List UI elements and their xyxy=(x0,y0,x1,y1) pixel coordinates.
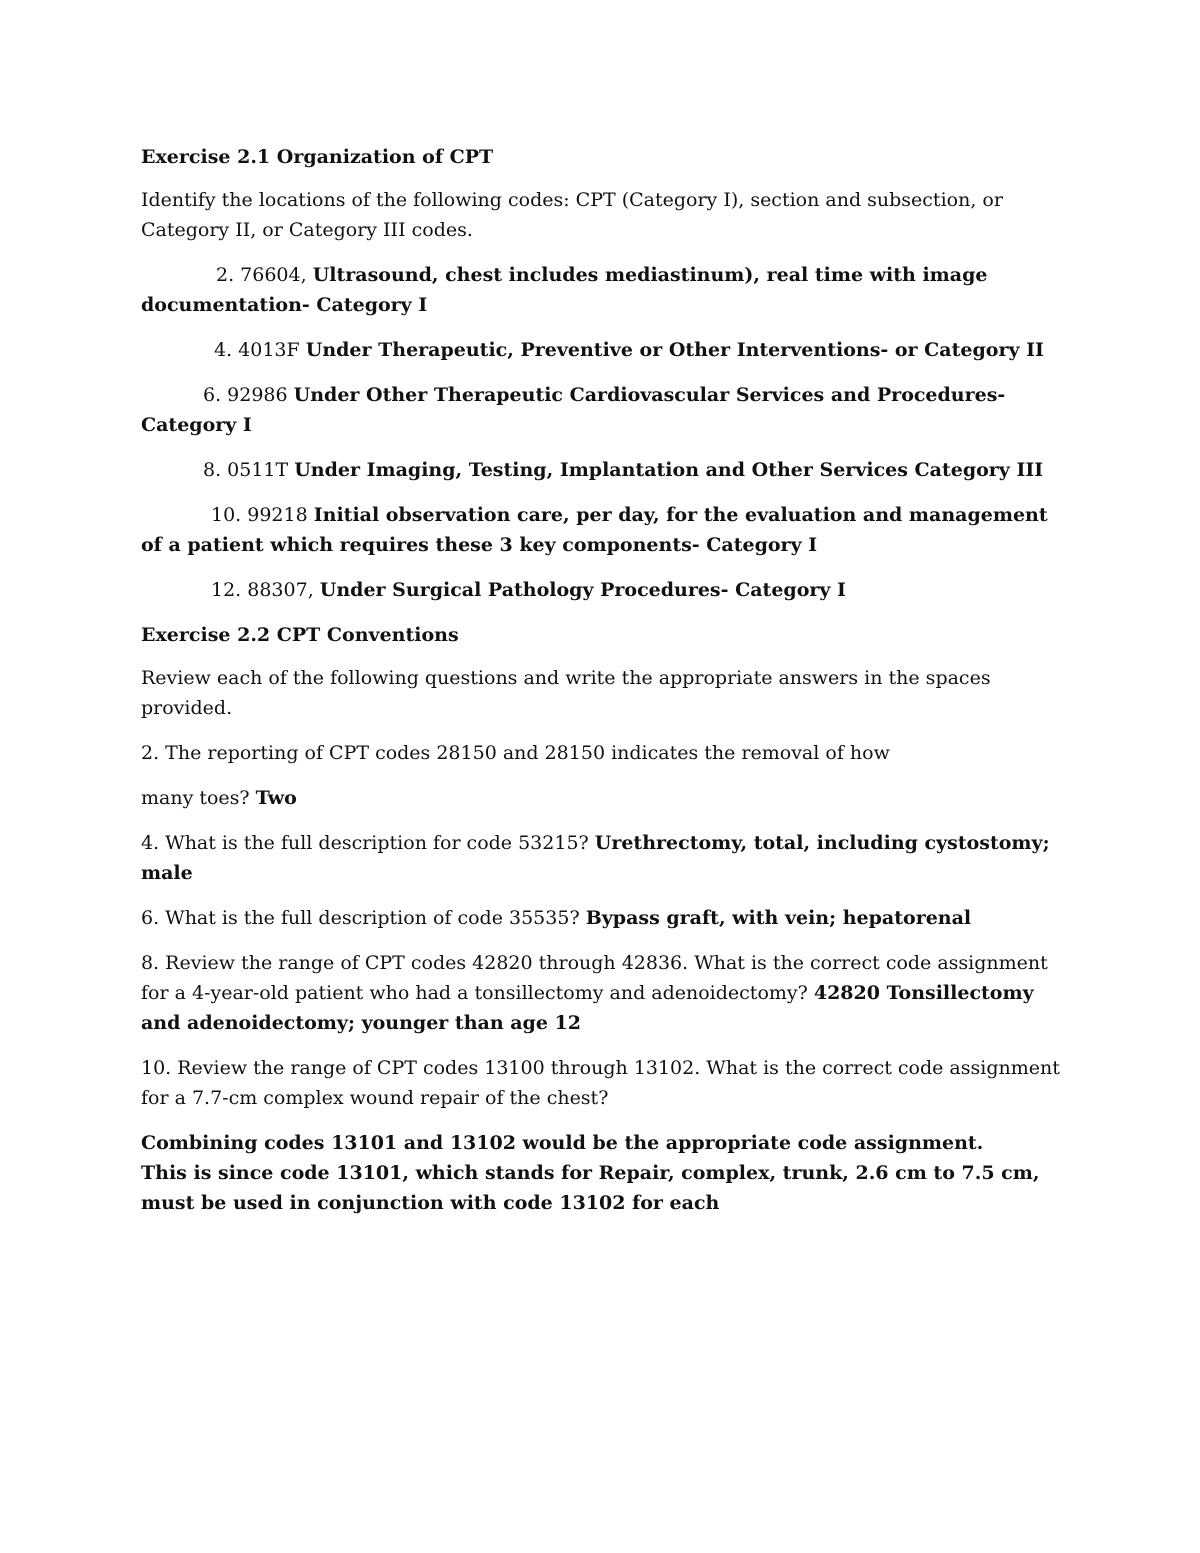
item-answer: Under Other Therapeutic Cardiovascular Services and Procedures- Category I xyxy=(141,384,1006,436)
item-prefix: 4. 4013F xyxy=(214,339,306,361)
exercise-2-2-instructions: Review each of the following questions and write the appropriate answers in the spaces provided. xyxy=(141,667,991,719)
question-6 xyxy=(141,903,1066,933)
item-prefix: 12. 88307, xyxy=(211,579,320,601)
question-text: 6. What is the full description of code 35535? xyxy=(141,907,586,929)
question-answer: 42820 Tonsillectomy and adenoidectomy; younger than age 12 xyxy=(141,982,1034,1034)
question-text: many toes? xyxy=(141,787,256,809)
question-text: 8. Review the range of CPT codes 42820 through 42836. What is the correct code assignment for a 4-year-old patient who had a tonsillectomy and adenoidectomy? xyxy=(141,952,1048,1004)
question-10: 10. Review the range of CPT codes 13100 through 13102. What is the correct code assignment for a 7.7-cm complex wound repair of the chest? xyxy=(141,1057,1060,1109)
item-answer: Under Imaging, Testing, Implantation and Other Services Category III xyxy=(294,459,1044,481)
exercise-2-1-instructions: Identify the locations of the following codes: CPT (Category I), section and subsection, or Category II, or Category III codes. xyxy=(141,189,1003,241)
item-answer: Under Surgical Pathology Procedures- Category I xyxy=(319,579,846,601)
exercise-2-1-item-12 xyxy=(141,575,1066,605)
item-prefix: 10. 99218 xyxy=(211,504,314,526)
item-prefix: 6. 92986 xyxy=(203,384,294,406)
exercise-2-2-heading: Exercise 2.2 CPT Conventions xyxy=(141,624,459,646)
document-content xyxy=(141,142,1066,1218)
exercise-2-1-item-4 xyxy=(141,335,1066,365)
exercise-2-1-item-10 xyxy=(141,500,1066,560)
item-prefix: 8. 0511T xyxy=(203,459,295,481)
question-answer: Urethrectomy, total, including cystostomy; male xyxy=(141,832,1050,884)
exercise-2-1-item-8 xyxy=(141,455,1066,485)
question-10-answer-line-2: This is since code 13101, which stands for Repair, complex, trunk, 2.6 cm to 7.5 cm, must be used in conjunction with code 13102 for each xyxy=(141,1162,1040,1214)
exercise-2-1-item-2 xyxy=(141,260,1066,320)
question-answer: Bypass graft, with vein; hepatorenal xyxy=(585,907,972,929)
question-text: 4. What is the full description for code 53215? xyxy=(141,832,595,854)
question-answer: Two xyxy=(255,787,297,809)
question-8 xyxy=(141,948,1066,1038)
exercise-2-1-heading: Exercise 2.1 Organization of CPT xyxy=(141,146,494,168)
question-2-line-2 xyxy=(141,783,1066,813)
question-4 xyxy=(141,828,1066,888)
question-10-answer-line-1: Combining codes 13101 and 13102 would be the appropriate code assignment. xyxy=(141,1132,984,1154)
item-prefix: 2. 76604, xyxy=(216,264,313,286)
exercise-2-1-item-6 xyxy=(141,380,1066,440)
question-2-line-1: 2. The reporting of CPT codes 28150 and 28150 indicates the removal of how xyxy=(141,742,890,764)
item-answer: Ultrasound, chest includes mediastinum), real time with image documentation- Category I xyxy=(141,264,988,316)
item-answer: Under Therapeutic, Preventive or Other Interventions- or Category II xyxy=(305,339,1044,361)
item-answer: Initial observation care, per day, for the evaluation and management of a patient which requires these 3 key components- Category I xyxy=(141,504,1048,556)
